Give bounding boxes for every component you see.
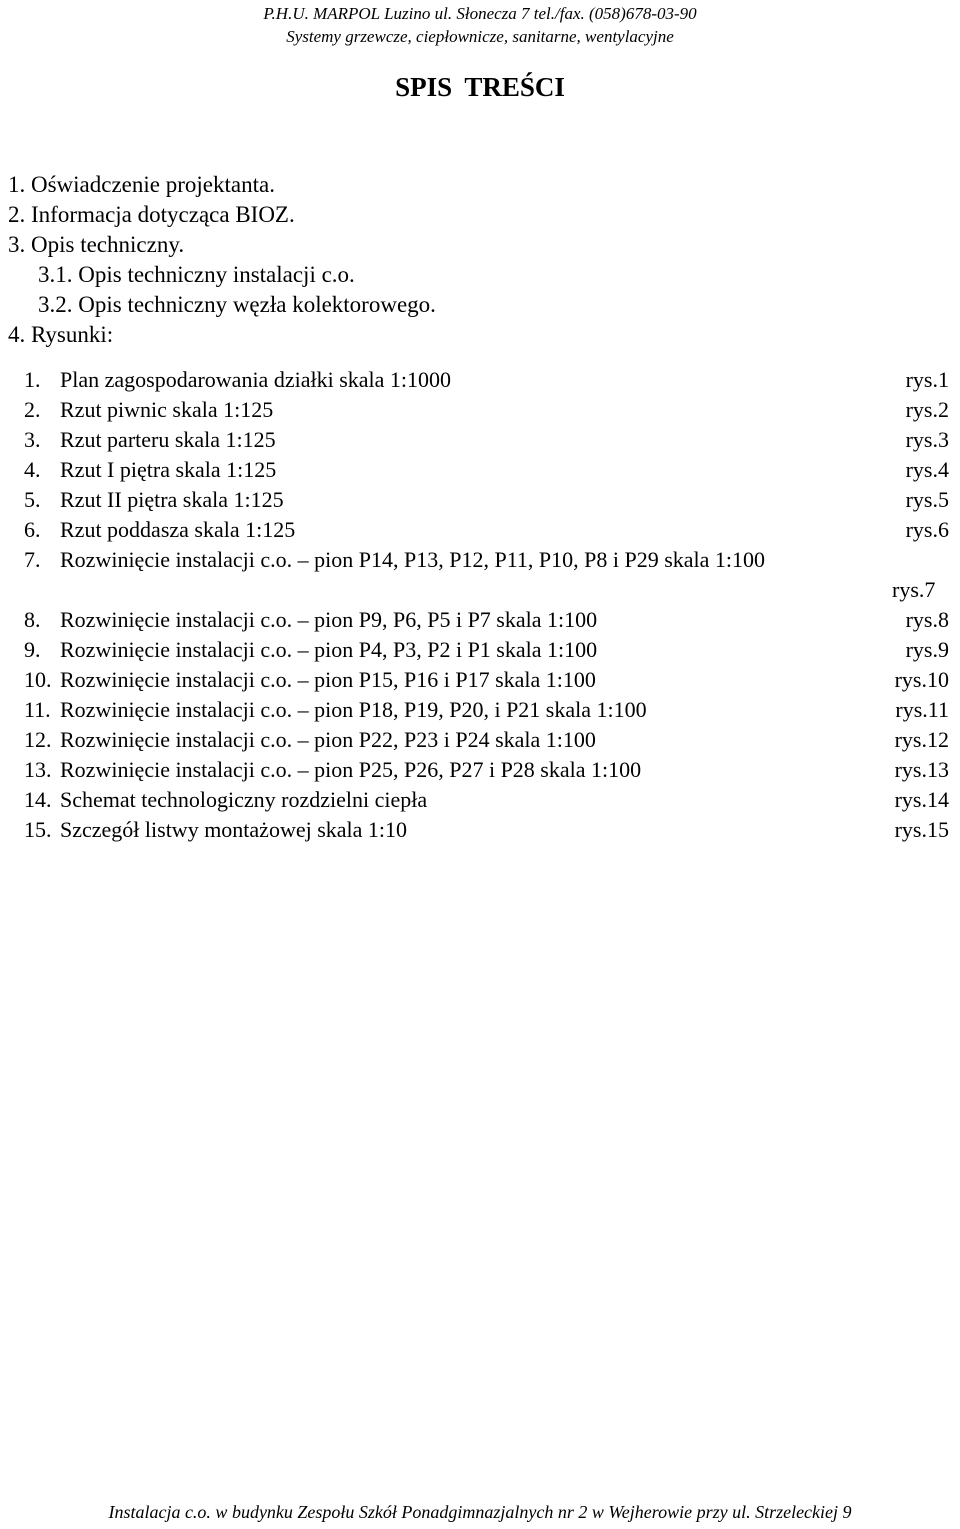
drawing-title: Rozwinięcie instalacji c.o. – pion P9, P6, P5 i P7 skala 1:100 <box>60 607 598 632</box>
drawing-title: Plan zagospodarowania działki skala 1:1000 <box>60 367 452 392</box>
drawing-number: 12. <box>24 727 52 752</box>
drawing-number: 13. <box>24 757 52 782</box>
drawing-number: 15. <box>24 817 52 842</box>
drawing-row <box>24 725 959 755</box>
drawing-number: 11. <box>24 697 51 722</box>
drawing-title: Rozwinięcie instalacji c.o. – pion P14, P13, P12, P11, P10, P8 i P29 skala 1:100 <box>60 547 766 572</box>
header-company-line: P.H.U. MARPOL Luzino ul. Słonecza 7 tel./fax. (058)678-03-90 <box>263 4 697 23</box>
drawing-row <box>24 395 959 425</box>
drawing-ref: rys.6 <box>905 517 949 542</box>
drawing-row-ref-wrap <box>24 575 959 605</box>
drawing-ref: rys.3 <box>905 427 949 452</box>
drawing-row <box>24 365 959 395</box>
drawing-row <box>24 455 959 485</box>
toc-item-2: 2. Informacja dotycząca BIOZ. <box>8 202 295 227</box>
drawing-ref: rys.1 <box>905 367 949 392</box>
drawing-ref: rys.12 <box>894 727 949 752</box>
drawing-row <box>24 695 959 725</box>
drawing-title: Rzut poddasza skala 1:125 <box>60 517 296 542</box>
drawing-title: Rozwinięcie instalacji c.o. – pion P22, P23 i P24 skala 1:100 <box>60 727 596 752</box>
drawing-ref: rys.13 <box>894 757 949 782</box>
drawing-row <box>24 785 959 815</box>
drawing-title: Rozwinięcie instalacji c.o. – pion P18, P19, P20, i P21 skala 1:100 <box>60 697 647 722</box>
toc-item-3-2: 3.2. Opis techniczny węzła kolektorowego. <box>38 292 436 317</box>
drawing-number: 14. <box>24 787 52 812</box>
drawing-row <box>24 425 959 455</box>
drawing-title: Rzut parteru skala 1:125 <box>60 427 276 452</box>
drawing-ref: rys.7 <box>892 577 936 602</box>
drawing-ref: rys.2 <box>905 397 949 422</box>
drawing-row <box>24 605 959 635</box>
drawing-ref: rys.11 <box>895 697 949 722</box>
drawing-title: Szczegół listwy montażowej skala 1:10 <box>60 817 408 842</box>
drawing-number: 6. <box>24 517 41 542</box>
page-header <box>0 2 960 48</box>
drawing-title: Rzut II piętra skala 1:125 <box>60 487 284 512</box>
drawing-number: 4. <box>24 457 41 482</box>
header-services-line: Systemy grzewcze, ciepłownicze, sanitarne, wentylacyjne <box>286 27 674 46</box>
drawing-title: Rzut piwnic skala 1:125 <box>60 397 274 422</box>
drawing-row <box>24 485 959 515</box>
toc-item-3-1: 3.1. Opis techniczny instalacji c.o. <box>38 262 355 287</box>
drawings-list <box>24 365 959 845</box>
drawing-ref: rys.15 <box>894 817 949 842</box>
drawing-title: Rzut I piętra skala 1:125 <box>60 457 277 482</box>
toc-item-1: 1. Oświadczenie projektanta. <box>8 172 275 197</box>
drawing-ref: rys.4 <box>905 457 949 482</box>
drawing-row <box>24 755 959 785</box>
drawing-row <box>24 515 959 545</box>
drawing-ref: rys.10 <box>894 667 949 692</box>
toc-item-3: 3. Opis techniczny. <box>8 232 185 257</box>
drawing-title: Rozwinięcie instalacji c.o. – pion P25, P26, P27 i P28 skala 1:100 <box>60 757 642 782</box>
drawing-row <box>24 815 959 845</box>
drawing-number: 8. <box>24 607 41 632</box>
page-title: SPIS TREŚCI <box>395 72 565 102</box>
page-footer: Instalacja c.o. w budynku Zespołu Szkół Ponadgimnazjalnych nr 2 w Wejherowie przy ul. Strzeleckiej 9 <box>108 1502 852 1522</box>
drawing-row <box>24 635 959 665</box>
drawing-row <box>24 545 959 575</box>
drawing-number: 10. <box>24 667 52 692</box>
toc-sections <box>8 170 436 350</box>
drawing-row <box>24 665 959 695</box>
drawing-number: 2. <box>24 397 41 422</box>
drawing-title: Schemat technologiczny rozdzielni ciepła <box>60 787 428 812</box>
drawing-ref: rys.14 <box>894 787 949 812</box>
drawing-number: 1. <box>24 367 41 392</box>
drawing-ref: rys.9 <box>905 637 949 662</box>
drawing-ref: rys.5 <box>905 487 949 512</box>
drawing-ref: rys.8 <box>905 607 949 632</box>
drawing-title: Rozwinięcie instalacji c.o. – pion P15, P16 i P17 skala 1:100 <box>60 667 596 692</box>
drawing-number: 9. <box>24 637 41 662</box>
toc-item-4: 4. Rysunki: <box>8 322 114 347</box>
drawing-number: 3. <box>24 427 41 452</box>
drawing-number: 7. <box>24 547 41 572</box>
drawing-title: Rozwinięcie instalacji c.o. – pion P4, P3, P2 i P1 skala 1:100 <box>60 637 598 662</box>
drawing-number: 5. <box>24 487 41 512</box>
